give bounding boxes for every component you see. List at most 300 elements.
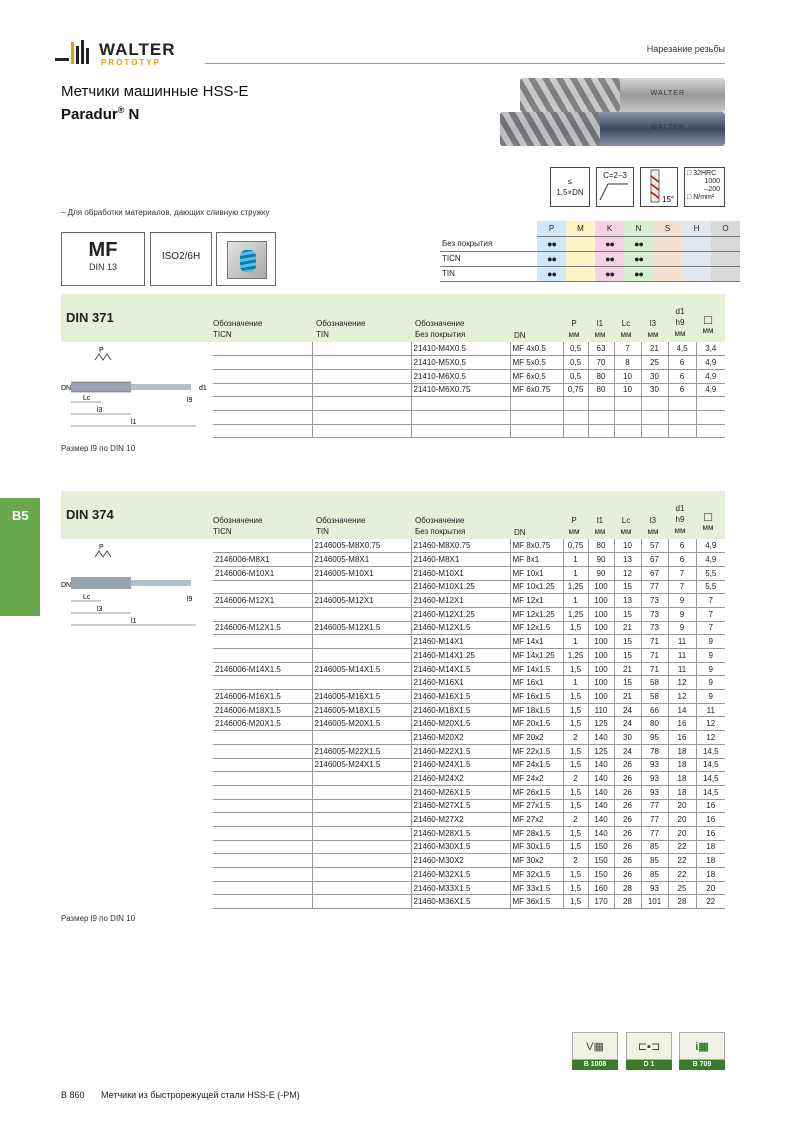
table-cell: 14,5 <box>696 772 725 786</box>
table-cell: 7 <box>696 621 725 635</box>
mat-col-header: O <box>711 221 740 236</box>
table-cell: 15 <box>614 635 641 649</box>
table-cell <box>213 383 312 397</box>
chapter-tab[interactable]: B5 <box>0 498 40 616</box>
table-cell <box>641 410 668 424</box>
table-cell: 2146005-M10X1 <box>312 566 411 580</box>
table-cell: 1,25 <box>563 580 588 594</box>
ref-holder[interactable]: ⊏▪⊐ D 1 <box>626 1032 672 1072</box>
table-cell: 2146005-M18X1.5 <box>312 703 411 717</box>
table-cell: MF 24x2 <box>510 772 563 786</box>
table-cell <box>213 397 312 411</box>
table-cell: 4,9 <box>696 553 725 567</box>
table-cell: 21460-M24X1.5 <box>411 758 510 772</box>
table-cell: 9 <box>668 621 696 635</box>
table-cell: 16 <box>696 799 725 813</box>
table-cell: 1,5 <box>563 717 588 731</box>
table-cell: 14,5 <box>696 758 725 772</box>
table-cell <box>312 342 411 356</box>
table-cell: 2146005-M12X1 <box>312 594 411 608</box>
table-cell <box>312 356 411 370</box>
col-bare: Обозначение Без покрытия <box>415 319 466 339</box>
table-cell: 21460-M10X1.25 <box>411 580 510 594</box>
table-cell: 100 <box>588 690 614 704</box>
mat-col-header: P <box>537 221 566 236</box>
table-row <box>213 731 725 745</box>
table-cell: 4,9 <box>696 356 725 370</box>
table-cell: 100 <box>588 676 614 690</box>
table-cell: 2146006-M18X1.5 <box>213 703 312 717</box>
page-number: B 860 <box>61 1090 85 1100</box>
brand-name: WALTER <box>99 40 176 59</box>
table-row <box>213 649 725 663</box>
din374-title: DIN 374 <box>66 507 114 522</box>
table-cell: 26 <box>614 813 641 827</box>
table-cell: 24 <box>614 703 641 717</box>
table-cell: 2 <box>563 854 588 868</box>
table-cell: 90 <box>588 566 614 580</box>
table-cell <box>213 410 312 424</box>
mat-col-header: H <box>682 221 711 236</box>
table-cell: MF 24x1.5 <box>510 758 563 772</box>
table-cell <box>213 840 312 854</box>
table-cell: MF 14x1.5 <box>510 662 563 676</box>
table-cell: 21460-M10X1 <box>411 566 510 580</box>
table-row <box>213 539 725 553</box>
din374-header: DIN 374 Обозначение TICN Обозначение TIN Обозначение Без покрытия DN P мм l1 мм Lc мм l3 мм d1 h9 мм □ мм <box>61 491 725 539</box>
table-cell: 26 <box>614 854 641 868</box>
table-cell: 150 <box>588 840 614 854</box>
table-cell <box>312 635 411 649</box>
table-cell: 21460-M22X1.5 <box>411 744 510 758</box>
tolerance-box: ISO2/6H <box>150 232 212 286</box>
table-cell: 18 <box>668 785 696 799</box>
table-cell <box>312 772 411 786</box>
table-cell <box>213 895 312 909</box>
mat-col-header: S <box>653 221 682 236</box>
tap-image-coated: WALTER <box>500 112 725 146</box>
svg-text:l3: l3 <box>97 407 103 414</box>
table-row <box>213 799 725 813</box>
table-cell <box>213 813 312 827</box>
table-cell: 140 <box>588 826 614 840</box>
table-cell <box>213 356 312 370</box>
table-cell: 101 <box>641 895 668 909</box>
table-cell: 9 <box>696 690 725 704</box>
table-cell: 21460-M28X1.5 <box>411 826 510 840</box>
col-tin: Обозначение TIN <box>316 319 366 339</box>
table-cell: 28 <box>614 881 641 895</box>
table-cell: MF 10x1 <box>510 566 563 580</box>
table-cell: 21460-M30X2 <box>411 854 510 868</box>
table-cell: 170 <box>588 895 614 909</box>
table-cell: 66 <box>641 703 668 717</box>
table-row <box>213 410 725 424</box>
table-cell: 0,5 <box>563 369 588 383</box>
table-row <box>213 553 725 567</box>
table-cell: 1,5 <box>563 868 588 882</box>
table-cell: 18 <box>696 868 725 882</box>
table-row <box>213 383 725 397</box>
header-divider <box>205 63 725 64</box>
table-cell: 77 <box>641 826 668 840</box>
table-cell: 140 <box>588 813 614 827</box>
table-cell: 14 <box>668 703 696 717</box>
table-cell <box>213 676 312 690</box>
table-row <box>213 868 725 882</box>
table-cell: 21460-M14X1.5 <box>411 662 510 676</box>
table-cell: 11 <box>668 662 696 676</box>
table-cell: 6 <box>668 539 696 553</box>
table-cell <box>312 868 411 882</box>
cutting-data-icon: V▦ <box>572 1032 618 1060</box>
table-cell: 1,5 <box>563 744 588 758</box>
table-cell: 78 <box>641 744 668 758</box>
table-cell: MF 27x1.5 <box>510 799 563 813</box>
table-cell: 1,5 <box>563 785 588 799</box>
table-cell <box>213 758 312 772</box>
table-cell: 22 <box>668 868 696 882</box>
din371-header: DIN 371 Обозначение TICN Обозначение TIN Обозначение Без покрытия DN P мм l1 мм Lc мм l3 мм d1 h9 мм □ мм <box>61 294 725 342</box>
thread-type-box: MF DIN 13 <box>61 232 145 286</box>
din374-block <box>61 491 725 911</box>
table-cell: 7 <box>668 566 696 580</box>
table-cell: 80 <box>588 383 614 397</box>
svg-text:Lc: Lc <box>83 594 91 601</box>
table-cell: 1,25 <box>563 607 588 621</box>
table-cell: 22 <box>696 895 725 909</box>
table-cell: 2146005-M8X1 <box>312 553 411 567</box>
table-cell <box>614 410 641 424</box>
col-dn: DN <box>514 331 526 340</box>
svg-text:15°: 15° <box>662 195 675 204</box>
table-cell: 11 <box>668 649 696 663</box>
table-cell: MF 12x1.25 <box>510 607 563 621</box>
table-cell: 0,5 <box>563 342 588 356</box>
din374-drawing <box>61 539 211 639</box>
svg-text:l3: l3 <box>97 606 103 613</box>
table-row <box>213 758 725 772</box>
table-cell: 100 <box>588 607 614 621</box>
table-cell <box>213 744 312 758</box>
table-cell: 20 <box>668 813 696 827</box>
table-cell <box>411 424 510 438</box>
table-row <box>213 580 725 594</box>
table-cell: 26 <box>614 868 641 882</box>
table-row <box>213 840 725 854</box>
table-cell: 1 <box>563 676 588 690</box>
table-cell: MF 12x1 <box>510 594 563 608</box>
table-cell: MF 22x1.5 <box>510 744 563 758</box>
footer-text: Метчики из быстрорежущей стали HSS-E (-PM) <box>101 1090 300 1100</box>
table-cell: 14,5 <box>696 785 725 799</box>
table-cell: MF 33x1.5 <box>510 881 563 895</box>
table-cell: 1,25 <box>563 649 588 663</box>
table-cell: 21460-M8X1 <box>411 553 510 567</box>
svg-text:DN: DN <box>61 582 72 589</box>
table-cell: 63 <box>588 342 614 356</box>
table-cell: 21460-M12X1.5 <box>411 621 510 635</box>
ref-info[interactable]: i▦ B 709 <box>679 1032 725 1072</box>
table-cell: 1,5 <box>563 662 588 676</box>
table-cell: 0,75 <box>563 539 588 553</box>
table-cell: 22 <box>668 854 696 868</box>
table-cell: 2146005-M12X1.5 <box>312 621 411 635</box>
table-cell: MF 18x1.5 <box>510 703 563 717</box>
table-cell <box>641 424 668 438</box>
table-cell: 15 <box>614 676 641 690</box>
table-cell: 21460-M24X2 <box>411 772 510 786</box>
table-cell: 28 <box>614 895 641 909</box>
table-cell: 9 <box>696 635 725 649</box>
table-row <box>213 635 725 649</box>
table-cell: MF 20x1.5 <box>510 717 563 731</box>
table-cell <box>213 607 312 621</box>
table-cell: 21460-M18X1.5 <box>411 703 510 717</box>
table-cell: 7 <box>696 594 725 608</box>
table-row <box>213 881 725 895</box>
section-title: Нарезание резьбы <box>646 44 725 54</box>
table-cell: 15 <box>614 649 641 663</box>
thread-nut-icon <box>216 232 276 286</box>
table-cell: 21 <box>614 662 641 676</box>
holder-icon: ⊏▪⊐ <box>626 1032 672 1060</box>
table-cell <box>213 826 312 840</box>
table-cell <box>668 410 696 424</box>
table-cell <box>588 410 614 424</box>
table-cell <box>312 676 411 690</box>
table-cell: 2146005-M16X1.5 <box>312 690 411 704</box>
table-row <box>213 690 725 704</box>
table-cell: 21460-M16X1 <box>411 676 510 690</box>
table-row <box>213 826 725 840</box>
table-cell: 6 <box>668 383 696 397</box>
material-suitability-table <box>440 221 740 282</box>
table-row <box>213 369 725 383</box>
table-cell: MF 30x1.5 <box>510 840 563 854</box>
table-cell: 10 <box>614 369 641 383</box>
thread-depth-icon: ≤ 1,5×DN <box>550 167 590 207</box>
table-cell: MF 16x1.5 <box>510 690 563 704</box>
table-cell: 16 <box>696 813 725 827</box>
table-cell <box>213 731 312 745</box>
table-cell: 71 <box>641 649 668 663</box>
page-footer <box>61 1090 300 1100</box>
table-cell: 0,75 <box>563 383 588 397</box>
table-cell: 93 <box>641 881 668 895</box>
table-cell <box>213 854 312 868</box>
table-row <box>213 854 725 868</box>
chamfer-icon: C=2–3 <box>596 167 634 207</box>
table-cell: 24 <box>614 744 641 758</box>
table-cell: 100 <box>588 649 614 663</box>
table-cell: 100 <box>588 580 614 594</box>
table-cell: 73 <box>641 621 668 635</box>
din371-table <box>213 342 725 438</box>
table-cell <box>312 369 411 383</box>
table-cell: 11 <box>668 635 696 649</box>
table-cell: 58 <box>641 676 668 690</box>
table-cell: 140 <box>588 772 614 786</box>
table-cell: 100 <box>588 594 614 608</box>
table-cell: 80 <box>588 369 614 383</box>
logo-bars-icon <box>55 40 95 66</box>
table-row <box>213 676 725 690</box>
table-cell <box>312 580 411 594</box>
table-cell: 21460-M32X1.5 <box>411 868 510 882</box>
table-cell: 21460-M27X2 <box>411 813 510 827</box>
svg-text:P: P <box>99 347 104 354</box>
din371-block <box>61 294 725 444</box>
mat-col-header: K <box>595 221 624 236</box>
table-cell: 24 <box>614 717 641 731</box>
table-cell: MF 20x2 <box>510 731 563 745</box>
table-cell: 20 <box>696 881 725 895</box>
table-cell <box>411 410 510 424</box>
table-cell: 15 <box>614 607 641 621</box>
din374-table <box>213 539 725 909</box>
application-note: – Для обработки материалов, дающих сливную стружку <box>61 208 270 217</box>
material-hardness-icon: □ 32HRC 1000 –200 □ N/mm² <box>684 167 725 207</box>
table-cell: MF 4x0.5 <box>510 342 563 356</box>
walter-logo <box>55 30 205 70</box>
table-cell: 21460-M14X1 <box>411 635 510 649</box>
table-cell: 80 <box>641 717 668 731</box>
table-cell: 11 <box>696 703 725 717</box>
table-cell <box>696 424 725 438</box>
table-cell: 18 <box>696 854 725 868</box>
table-cell: 6 <box>668 356 696 370</box>
table-cell: MF 14x1 <box>510 635 563 649</box>
info-icon: i▦ <box>679 1032 725 1060</box>
table-cell <box>213 580 312 594</box>
table-cell: 12 <box>614 566 641 580</box>
table-cell: 2 <box>563 772 588 786</box>
table-cell: 2 <box>563 813 588 827</box>
table-cell: 30 <box>641 383 668 397</box>
svg-text:DN: DN <box>61 385 72 392</box>
table-cell: 71 <box>641 635 668 649</box>
table-cell: 18 <box>668 758 696 772</box>
table-cell: 1 <box>563 553 588 567</box>
svg-text:Lc: Lc <box>83 395 91 402</box>
table-cell: 100 <box>588 621 614 635</box>
table-row <box>213 703 725 717</box>
din374-footnote: Размер l9 по DIN 10 <box>61 914 136 923</box>
table-cell: 77 <box>641 813 668 827</box>
table-cell: 26 <box>614 785 641 799</box>
table-cell: 21410-M6X0.5 <box>411 369 510 383</box>
table-cell: 20 <box>668 799 696 813</box>
table-cell: 71 <box>641 662 668 676</box>
table-cell <box>588 424 614 438</box>
table-cell: 1,5 <box>563 621 588 635</box>
table-cell <box>563 410 588 424</box>
table-cell: 1,5 <box>563 840 588 854</box>
table-cell: 150 <box>588 868 614 882</box>
table-cell: 160 <box>588 881 614 895</box>
table-cell: 73 <box>641 607 668 621</box>
table-cell: MF 16x1 <box>510 676 563 690</box>
table-cell: 2146006-M16X1.5 <box>213 690 312 704</box>
table-row <box>213 356 725 370</box>
table-cell: 21460-M30X1.5 <box>411 840 510 854</box>
table-cell: 13 <box>614 594 641 608</box>
table-row <box>213 785 725 799</box>
ref-cutting-data[interactable]: V▦ B 1008 <box>572 1032 618 1072</box>
table-cell <box>312 826 411 840</box>
table-cell: 9 <box>696 676 725 690</box>
table-cell: 21460-M12X1 <box>411 594 510 608</box>
table-row <box>213 607 725 621</box>
table-row <box>213 895 725 909</box>
table-cell: 21460-M36X1.5 <box>411 895 510 909</box>
table-cell: 5,5 <box>696 580 725 594</box>
table-row <box>213 621 725 635</box>
mat-row: TIN ●● ●● ●● <box>440 266 740 281</box>
tap-image-uncoated: WALTER <box>520 78 725 112</box>
table-cell <box>312 799 411 813</box>
table-cell: MF 8x1 <box>510 553 563 567</box>
table-cell: 30 <box>614 731 641 745</box>
table-cell: MF 36x1.5 <box>510 895 563 909</box>
table-cell: 21460-M33X1.5 <box>411 881 510 895</box>
table-cell: 21460-M12X1.25 <box>411 607 510 621</box>
table-cell <box>510 410 563 424</box>
table-cell <box>312 813 411 827</box>
table-cell <box>213 785 312 799</box>
table-cell: 1,5 <box>563 881 588 895</box>
table-cell: 93 <box>641 772 668 786</box>
table-cell: 21460-M26X1.5 <box>411 785 510 799</box>
table-cell <box>614 424 641 438</box>
table-cell: 140 <box>588 799 614 813</box>
table-cell <box>213 881 312 895</box>
table-cell: MF 5x0.5 <box>510 356 563 370</box>
table-row <box>213 594 725 608</box>
table-cell: 2146006-M8X1 <box>213 553 312 567</box>
table-cell <box>312 410 411 424</box>
table-cell: 2146006-M14X1.5 <box>213 662 312 676</box>
table-cell: 73 <box>641 594 668 608</box>
table-cell: 93 <box>641 758 668 772</box>
table-cell: 93 <box>641 785 668 799</box>
table-row <box>213 342 725 356</box>
table-cell: 58 <box>641 690 668 704</box>
table-cell: 26 <box>614 758 641 772</box>
table-cell: 20 <box>668 826 696 840</box>
table-row <box>213 662 725 676</box>
table-cell: 140 <box>588 785 614 799</box>
table-cell: 26 <box>614 826 641 840</box>
table-cell: 21 <box>614 621 641 635</box>
table-cell: MF 12x1.5 <box>510 621 563 635</box>
table-cell <box>213 799 312 813</box>
table-cell <box>312 785 411 799</box>
sub-brand: PROTOTYP <box>101 58 161 67</box>
table-cell <box>312 881 411 895</box>
table-cell: 140 <box>588 758 614 772</box>
table-cell: 16 <box>696 826 725 840</box>
table-cell: 140 <box>588 731 614 745</box>
table-cell: 1,5 <box>563 758 588 772</box>
table-cell: 2146006-M12X1 <box>213 594 312 608</box>
table-cell: 2 <box>563 731 588 745</box>
table-cell: 25 <box>668 881 696 895</box>
table-cell <box>312 840 411 854</box>
table-cell: 5,5 <box>696 566 725 580</box>
table-cell: 6 <box>668 369 696 383</box>
